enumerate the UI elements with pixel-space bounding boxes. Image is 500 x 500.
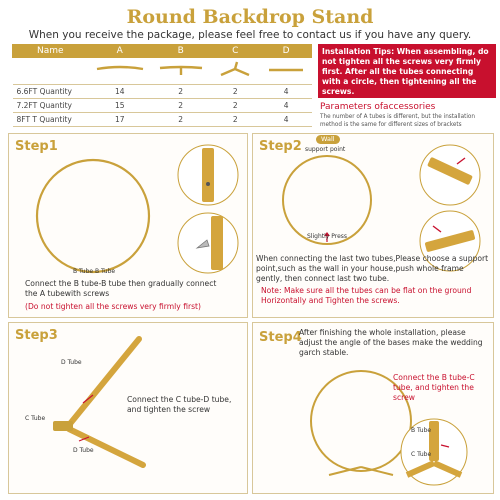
- col-d: D: [261, 45, 312, 58]
- step1-ring-illustration: [21, 154, 171, 274]
- parameters-text: The number of A tubes is different, but the installation method is the same for different sizes of brackets: [320, 114, 476, 128]
- step1-warning: (Do not tighten all the screws very firmly first): [25, 302, 202, 311]
- col-b: B: [152, 45, 210, 58]
- tube-c-image: [210, 58, 261, 85]
- step4-title: Step4: [259, 330, 302, 345]
- step3-title: Step3: [15, 328, 58, 343]
- blank-cell: [13, 58, 89, 85]
- step4-red-text: Connect the B tube-C tube, and tighten the screw: [393, 373, 475, 402]
- step4-text: After finishing the whole installation, please adjust the angle of the bases make the wedding garch stable.: [299, 328, 483, 357]
- page-title: Round Backdrop Stand: [126, 6, 374, 28]
- step2-detail-top: [419, 144, 481, 206]
- installation-tips: Installation Tips: When assembling, do not tighten all the screws very firmly first. After all the tubes connecting with a circle, then tightening all the screws.: [318, 44, 496, 98]
- table-row: 8FT T Quantity 17 2 2 4: [13, 113, 312, 127]
- step1-tube-label: B Tube B Tube: [73, 268, 116, 275]
- parts-table: [12, 44, 312, 127]
- step4-detail: [399, 417, 469, 487]
- step3-d-tube-bottom-label: D Tube: [73, 447, 94, 454]
- col-c: C: [210, 45, 261, 58]
- wall-badge: Wall: [316, 135, 340, 144]
- tube-a-image: [88, 58, 151, 85]
- parameters-title: Parameters ofaccessories: [320, 102, 436, 112]
- step4-b-tube-label: B Tube: [411, 427, 432, 434]
- col-name: Name: [13, 45, 89, 58]
- step2-note: [261, 286, 493, 306]
- step1-panel: [8, 133, 248, 318]
- step1-text: Connect the B tube-B tube then gradually connect the A tubewith screws: [25, 279, 217, 298]
- step3-text: Connect the C tube-D tube, and tighten the screw: [127, 395, 232, 414]
- step2-panel: [252, 133, 494, 318]
- step3-c-tube-label: C Tube: [25, 415, 46, 422]
- support-point-label: support point: [305, 146, 346, 153]
- step4-panel: [252, 322, 494, 494]
- step3-d-tube-top-label: D Tube: [61, 359, 82, 366]
- step2-note-label: Note:: [261, 286, 282, 295]
- step4-c-tube-label: C Tube: [411, 451, 432, 458]
- step2-text: When connecting the last two tubes,Please choose a support point,such as the wall in your house,push whole frame gently, then connect last two tube.: [256, 254, 489, 283]
- page-subtitle: When you receive the package, please feel free to contact us if you have any query.: [28, 29, 472, 41]
- step2-title: Step2: [259, 139, 302, 154]
- tube-d-image: [261, 58, 312, 85]
- step1-detail-bottom: [177, 212, 239, 274]
- col-a: A: [88, 45, 151, 58]
- tube-illustration-row: [13, 58, 312, 85]
- step2-note-text: Make sure all the tubes can be flat on the ground Horizontally and Tighten the screws.: [261, 286, 472, 305]
- step1-detail-top: [177, 144, 239, 206]
- tube-b-image: [152, 58, 210, 85]
- step3-panel: [8, 322, 248, 494]
- table-row: 7.2FT Quantity 15 2 2 4: [13, 99, 312, 113]
- slightly-press-label: Slightly Press: [307, 233, 348, 240]
- table-header-row: [13, 45, 312, 58]
- step1-title: Step1: [15, 139, 58, 154]
- table-row: 6.6FT Quantity 14 2 2 4: [13, 85, 312, 99]
